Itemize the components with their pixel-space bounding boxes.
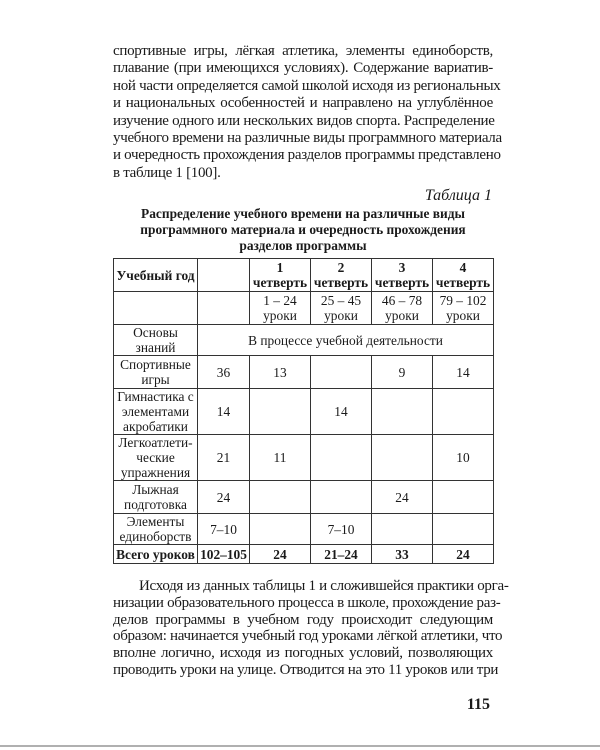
table-row xyxy=(114,435,494,481)
table-cell xyxy=(372,389,433,435)
basics-row xyxy=(114,325,494,356)
table-cell xyxy=(250,389,311,435)
table-title: Распределение учебного времени на различные виды программного материала и очередность прохождения разделов программы xyxy=(140,206,466,253)
table-cell xyxy=(372,514,433,545)
table-cell xyxy=(250,481,311,514)
totals-row xyxy=(114,545,494,564)
table-cell: 33 xyxy=(372,545,433,564)
header-cell: 3 четверть xyxy=(372,259,433,292)
table-cell: 11 xyxy=(250,435,311,481)
row-label: Лыжная подготовка xyxy=(114,481,198,514)
table-cell: 7–10 xyxy=(311,514,372,545)
table-cell: 21–24 xyxy=(311,545,372,564)
header-cell: 4 четверть xyxy=(433,259,494,292)
table-cell xyxy=(250,514,311,545)
table-cell: В процессе учебной деятельности xyxy=(198,325,494,356)
text-line: Исходя из данных таблицы 1 и сложившейся практики орга- xyxy=(139,578,509,594)
row-label: Легкоатлети-ческие упражнения xyxy=(114,435,198,481)
text-line: вполне логично, исходя из погодных условий, позволяющих xyxy=(113,645,493,662)
empty-cell xyxy=(114,292,198,325)
table-cell xyxy=(311,481,372,514)
table-caption: Таблица 1 xyxy=(424,187,492,204)
paragraph-analysis xyxy=(113,578,509,679)
empty-cell xyxy=(198,292,250,325)
header-cell: 2 четверть xyxy=(311,259,372,292)
table-cell xyxy=(311,435,372,481)
text-line: в таблице 1 [100]. xyxy=(113,164,221,181)
header-cell xyxy=(198,259,250,292)
text-line: проводить уроки на улице. Отводится на это 11 уроков или три xyxy=(113,661,499,678)
table-cell: 14 xyxy=(198,389,250,435)
text-line: плавание (при имеющихся условиях). Содержание вариатив- xyxy=(113,60,493,77)
row-label: Спортивные игры xyxy=(114,356,198,389)
table-cell: 10 xyxy=(433,435,494,481)
text-line: и очередность прохождения разделов программы представлено xyxy=(113,147,501,164)
table-cell xyxy=(372,435,433,481)
table-cell: 36 xyxy=(198,356,250,389)
table-row xyxy=(114,481,494,514)
lessons-row xyxy=(114,292,494,325)
table-cell xyxy=(433,389,494,435)
table-cell: 24 xyxy=(372,481,433,514)
text-line: спортивные игры, лёгкая атлетика, элементы единоборств, xyxy=(113,43,493,59)
table-cell: 21 xyxy=(198,435,250,481)
row-label: Всего уроков xyxy=(114,545,198,564)
table-row xyxy=(114,389,494,435)
table-cell: 7–10 xyxy=(198,514,250,545)
table-row xyxy=(114,356,494,389)
text-line: образом: начинается учебный год уроками лёгкой атлетики, что xyxy=(113,628,503,645)
schedule-table xyxy=(113,258,494,564)
table-cell: 25 – 45 уроки xyxy=(311,292,372,325)
table-header-row xyxy=(114,259,494,292)
table-cell: 79 – 102 уроки xyxy=(433,292,494,325)
text-line: изучение одного или нескольких видов спорта. Распределение xyxy=(113,112,495,129)
page-number: 115 xyxy=(466,696,490,713)
row-label: Гимнастика с элементами акробатики xyxy=(114,389,198,435)
text-line: делов программы в учебном году происходит следующим xyxy=(113,611,493,628)
paragraph-intro xyxy=(113,43,502,182)
table-cell: 24 xyxy=(198,481,250,514)
table-cell: 13 xyxy=(250,356,311,389)
table-cell xyxy=(433,514,494,545)
table-cell: 46 – 78 уроки xyxy=(372,292,433,325)
header-cell: 1 четверть xyxy=(250,259,311,292)
table-row xyxy=(114,514,494,545)
table-cell: 1 – 24 уроки xyxy=(250,292,311,325)
text-line: ной части определяется самой школой исходя из региональных xyxy=(113,77,501,94)
table-cell: 14 xyxy=(433,356,494,389)
bottom-divider xyxy=(0,745,600,747)
row-label: Основы знаний xyxy=(114,325,198,356)
table-cell: 102–105 xyxy=(198,545,250,564)
text-line: и национальных особенностей и направлено на углублённое xyxy=(113,95,493,112)
table-cell: 14 xyxy=(311,389,372,435)
table-cell: 24 xyxy=(250,545,311,564)
text-line: низации образовательного процесса в школе, прохождение раз- xyxy=(113,594,501,611)
header-cell: Учебный год xyxy=(114,259,198,292)
table-cell: 9 xyxy=(372,356,433,389)
row-label: Элементы единоборств xyxy=(114,514,198,545)
text-line: учебного времени на различные виды программного материала xyxy=(113,130,502,147)
table-cell xyxy=(433,481,494,514)
table-cell xyxy=(311,356,372,389)
table-cell: 24 xyxy=(433,545,494,564)
